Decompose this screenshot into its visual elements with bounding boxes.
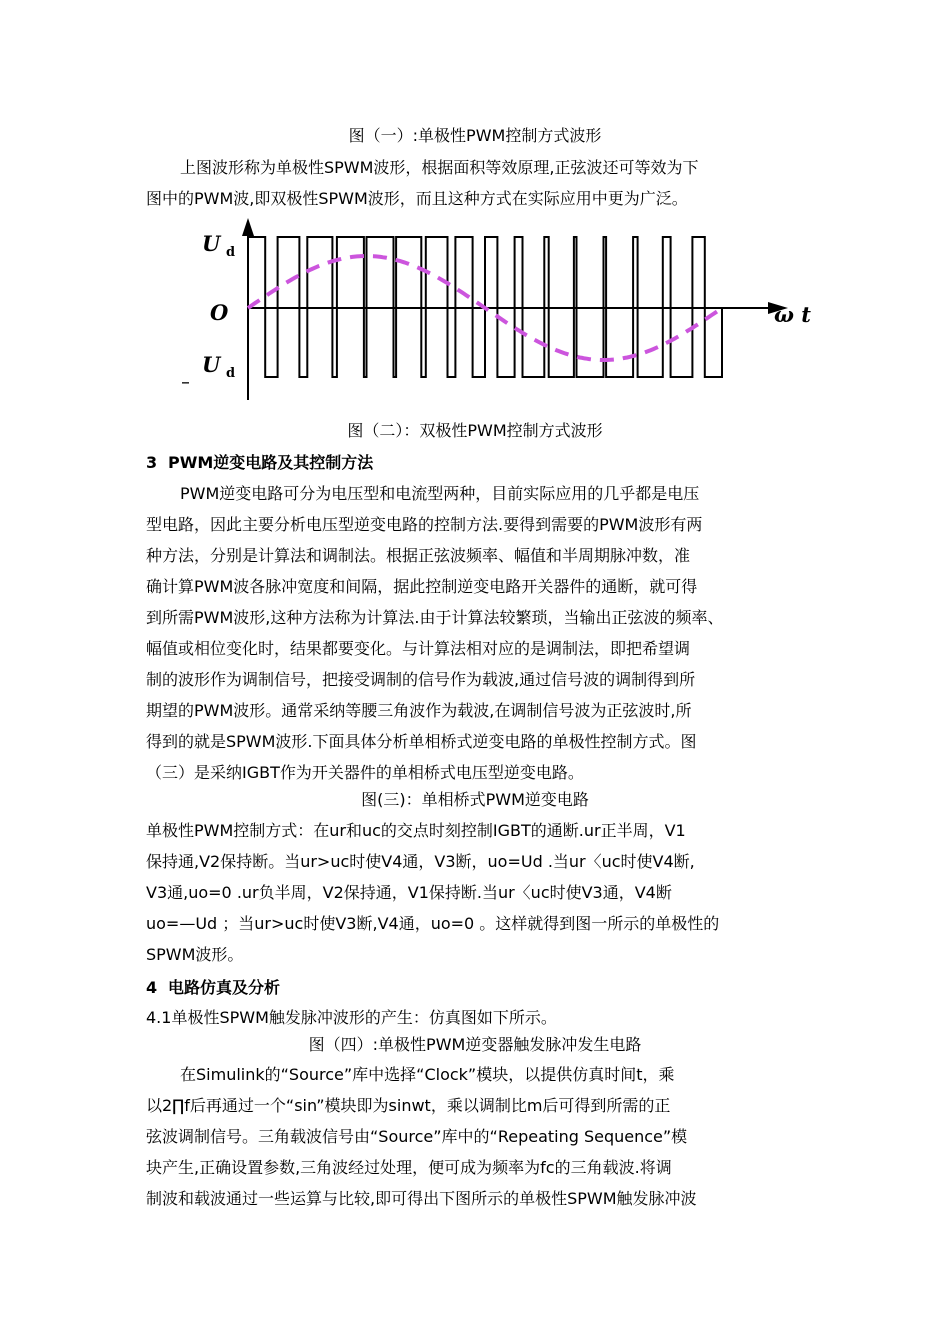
paragraph-1 xyxy=(146,152,816,214)
text-line: 确计算PWM波各脉冲宽度和间隔，据此控制逆变电路开关器件的通断，就可得 xyxy=(146,577,698,596)
text-line: V3通,uo=0 .ur负半周，V2保持通，V1保持断.当ur〈uc时使V3通，V4断 xyxy=(146,883,672,902)
text-line: SPWM波形。 xyxy=(146,945,244,964)
text-line: 在Simulink的“Source”库中选择“Clock”模块，以提供仿真时间t，乘 xyxy=(180,1065,675,1084)
origin-label: O xyxy=(210,300,229,325)
text-line: PWM逆变电路可分为电压型和电流型两种，目前实际应用的几乎都是电压 xyxy=(180,484,700,503)
bipolar-pwm-figure xyxy=(182,210,830,410)
text-line: 保持通,V2保持断。当ur>uc时使V4通，V3断，uo=Ud .当ur〈uc时使V4断, xyxy=(146,852,695,871)
section-number: 3 xyxy=(146,453,158,472)
neg-ud-subscript: d xyxy=(226,366,236,381)
figure2-caption: 图（二）：双极性PWM控制方式波形 xyxy=(347,421,603,440)
text-line: 幅值或相位变化时，结果都要变化。与计算法相对应的是调制法，即把希望调 xyxy=(146,639,691,658)
section-3-heading xyxy=(146,450,373,473)
ud-label: U xyxy=(202,231,221,256)
text-line: 制的波形作为调制信号，把接受调制的信号作为载波,通过信号波的调制得到所 xyxy=(146,670,696,689)
section-title: PWM逆变电路及其控制方法 xyxy=(168,453,374,472)
ud-subscript: d xyxy=(226,245,236,260)
text-line: （三）是采纳IGBT作为开关器件的单相桥式电压型逆变电路。 xyxy=(146,763,584,782)
text-line: 种方法，分别是计算法和调制法。根据正弦波频率、幅值和半周期脉冲数，准 xyxy=(146,546,691,565)
figure3-caption: 图(三)：单相桥式PWM逆变电路 xyxy=(361,790,589,809)
paragraph-3 xyxy=(146,815,816,970)
text-line: 制波和载波通过一些运算与比较,即可得出下图所示的单极性SPWM触发脉冲波 xyxy=(146,1189,697,1208)
figure4-caption: 图（四）:单极性PWM逆变器触发脉冲发生电路 xyxy=(308,1035,642,1054)
paragraph-4 xyxy=(146,1059,816,1214)
figure1-caption: 图（一）:单极性PWM控制方式波形 xyxy=(348,126,602,145)
text-line: uo=—Ud ；当ur>uc时使V3断,V4通，uo=0 。这样就得到图一所示的单极性的 xyxy=(146,914,720,933)
text-line: 以2∏f后再通过一个“sin”模块即为sinwt，乘以调制比m后可得到所需的正 xyxy=(146,1096,671,1115)
section-title: 电路仿真及分析 xyxy=(168,978,281,997)
text-line: 上图波形称为单极性SPWM波形，根据面积等效原理,正弦波还可等效为下 xyxy=(180,158,699,177)
neg-ud-label: U xyxy=(202,352,221,377)
text-line: 图中的PWM波,即双极性SPWM波形，而且这种方式在实际应用中更为广泛。 xyxy=(146,189,688,208)
text-line: 单极性PWM控制方式：在ur和uc的交点时刻控制IGBT的通断.ur正半周，V1 xyxy=(146,821,686,840)
section-number: 4 xyxy=(146,978,158,997)
text-line: 到所需PWM波形,这种方法称为计算法.由于计算法较繁琐，当输出正弦波的频率、 xyxy=(146,608,724,627)
section-4-heading xyxy=(146,975,280,998)
paragraph-2 xyxy=(146,478,816,788)
text-line: 得到的就是SPWM波形.下面具体分析单相桥式逆变电路的单极性控制方式。图 xyxy=(146,732,697,751)
text-line: 期望的PWM波形。通常采纳等腰三角波作为载波,在调制信号波为正弦波时,所 xyxy=(146,701,692,720)
omega-t-label: ω t xyxy=(774,302,812,327)
text-line: 弦波调制信号。三角载波信号由“Source”库中的“Repeating Sequence”模 xyxy=(146,1127,688,1146)
negative-sign: _ xyxy=(182,368,189,384)
subsection-4-1: 4.1单极性SPWM触发脉冲波形的产生：仿真图如下所示。 xyxy=(146,1008,557,1027)
text-line: 块产生,正确设置参数,三角波经过处理，便可成为频率为fc的三角载波.将调 xyxy=(146,1158,672,1177)
text-line: 型电路，因此主要分析电压型逆变电路的控制方法.要得到需要的PWM波形有两 xyxy=(146,515,703,534)
vertical-axis-arrow xyxy=(242,218,254,236)
